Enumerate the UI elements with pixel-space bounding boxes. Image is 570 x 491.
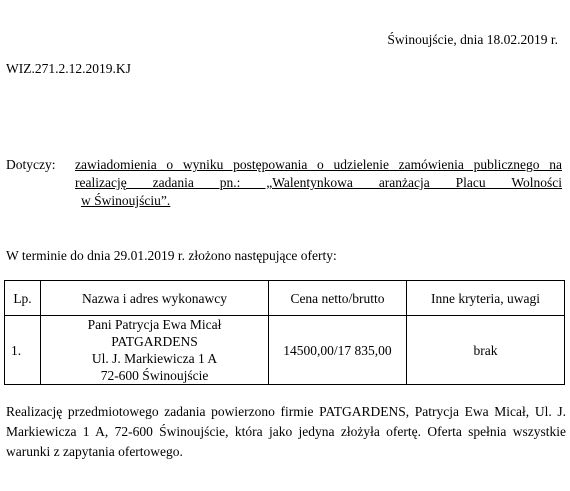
- bidder-name: Pani Patrycja Ewa Micał: [87, 317, 222, 332]
- cell-other: brak: [407, 316, 565, 385]
- bidder-city: 72-600 Świnoujście: [100, 368, 209, 383]
- subject-text: [75, 156, 562, 210]
- subject-line-3: w Świnoujściu”.: [81, 193, 171, 208]
- reference-number: WIZ.271.2.12.2019.KJ: [6, 61, 131, 76]
- cell-bidder: [41, 316, 269, 385]
- offers-table: [4, 280, 565, 385]
- header-bidder: Nazwa i adres wykonawcy: [41, 281, 269, 316]
- offers-intro: W terminie do dnia 29.01.2019 r. złożono następujące oferty:: [6, 248, 337, 263]
- table-header-row: [5, 281, 565, 316]
- table-row: [5, 316, 565, 385]
- header-other: Inne kryteria, uwagi: [407, 281, 565, 316]
- bidder-street: Ul. J. Markiewicza 1 A: [91, 351, 218, 366]
- header-lp: Lp.: [5, 281, 41, 316]
- place-date: Świnoujście, dnia 18.02.2019 r.: [387, 32, 558, 47]
- subject-line-1: zawiadomienia o wyniku postępowania o udzielenie zamówienia publicznego na: [75, 157, 562, 172]
- summary-paragraph: Realizację przedmiotowego zadania powierzono firmie PATGARDENS, Patrycja Ewa Micał, Ul. J. Markiewicza 1 A, 72-600 Świnoujście, która jako jedyna złożyła ofertę. Oferta spełnia wszystkie warunki z zapytania ofertowego.: [6, 404, 566, 459]
- header-price: Cena netto/brutto: [269, 281, 407, 316]
- cell-price: 14500,00/17 835,00: [269, 316, 407, 385]
- bidder-company: PATGARDENS: [111, 334, 198, 349]
- subject-label: Dotyczy:: [6, 157, 56, 172]
- subject-line-2: realizację zadania pn.: „Walentynkowa aranżacja Placu Wolności: [75, 175, 562, 190]
- cell-lp: 1.: [5, 316, 41, 385]
